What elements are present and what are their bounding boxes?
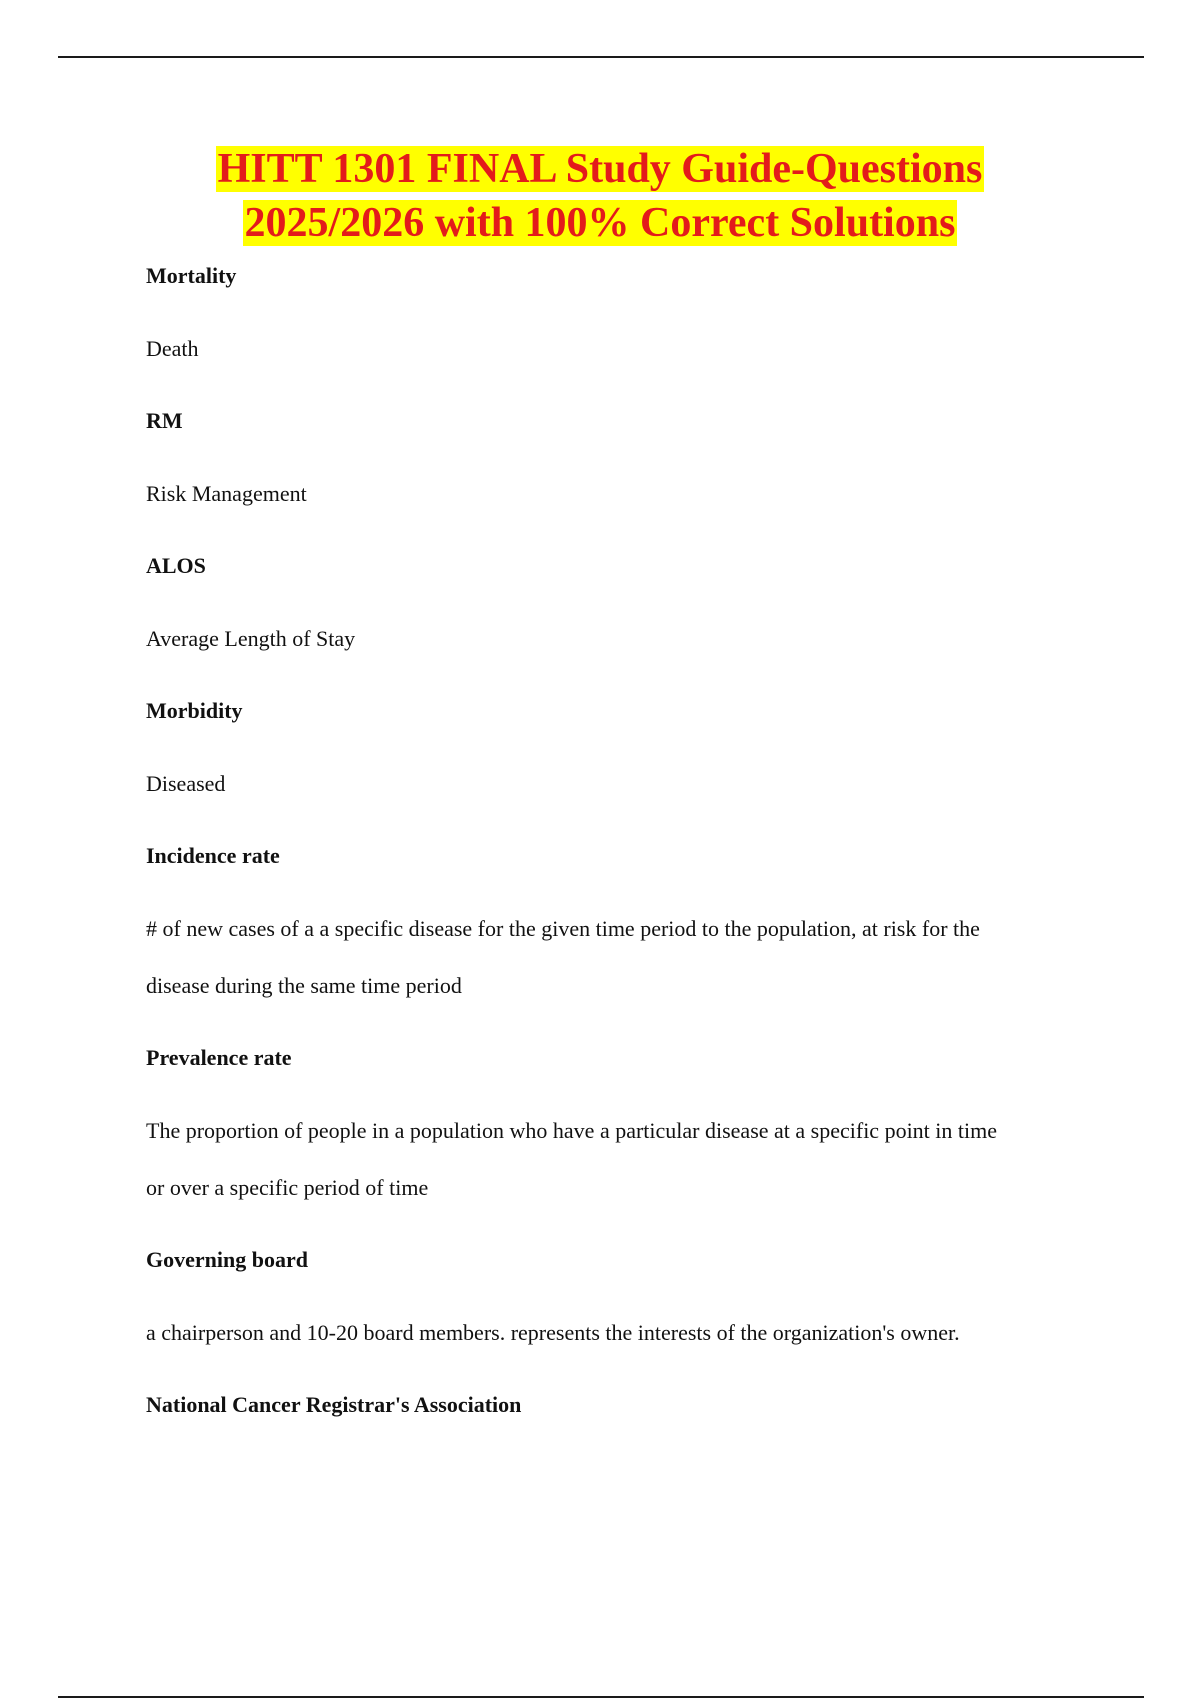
definition: Death xyxy=(146,336,199,361)
definition: Average Length of Stay xyxy=(146,626,356,651)
footer-rule xyxy=(58,1696,1144,1698)
entry-alos xyxy=(146,552,1086,697)
term: Incidence rate xyxy=(146,843,280,868)
definition: Diseased xyxy=(146,771,226,796)
definition: a chairperson and 10-20 board members. represents the interests of the organization's owner. xyxy=(146,1320,960,1345)
term: ALOS xyxy=(146,553,206,578)
definition-line-2: or over a specific period of time xyxy=(146,1175,429,1200)
term: Governing board xyxy=(146,1247,308,1272)
document-title xyxy=(0,142,1200,250)
title-line-2: 2025/2026 with 100% Correct Solutions xyxy=(244,200,956,246)
definition-line-1: The proportion of people in a population who have a particular disease at a specific point in time xyxy=(146,1118,998,1143)
definition-line-1: # of new cases of a a specific disease for the given time period to the population, at risk for the xyxy=(146,916,980,941)
title-line-1: HITT 1301 FINAL Study Guide-Questions xyxy=(217,146,983,192)
header-rule xyxy=(58,56,1144,58)
entry-mortality xyxy=(146,262,1086,407)
flashcard-list xyxy=(146,262,1086,1419)
term: RM xyxy=(146,408,183,433)
entry-prevalence-rate xyxy=(146,1044,1086,1246)
term: Morbidity xyxy=(146,698,243,723)
term: National Cancer Registrar's Association xyxy=(146,1392,522,1417)
term: Prevalence rate xyxy=(146,1045,292,1070)
entry-governing-board xyxy=(146,1246,1086,1391)
definition: Risk Management xyxy=(146,481,307,506)
entry-incidence-rate xyxy=(146,842,1086,1044)
term: Mortality xyxy=(146,263,237,288)
definition-line-2: disease during the same time period xyxy=(146,973,462,998)
entry-ncra xyxy=(146,1391,1086,1419)
entry-rm xyxy=(146,407,1086,552)
entry-morbidity xyxy=(146,697,1086,842)
